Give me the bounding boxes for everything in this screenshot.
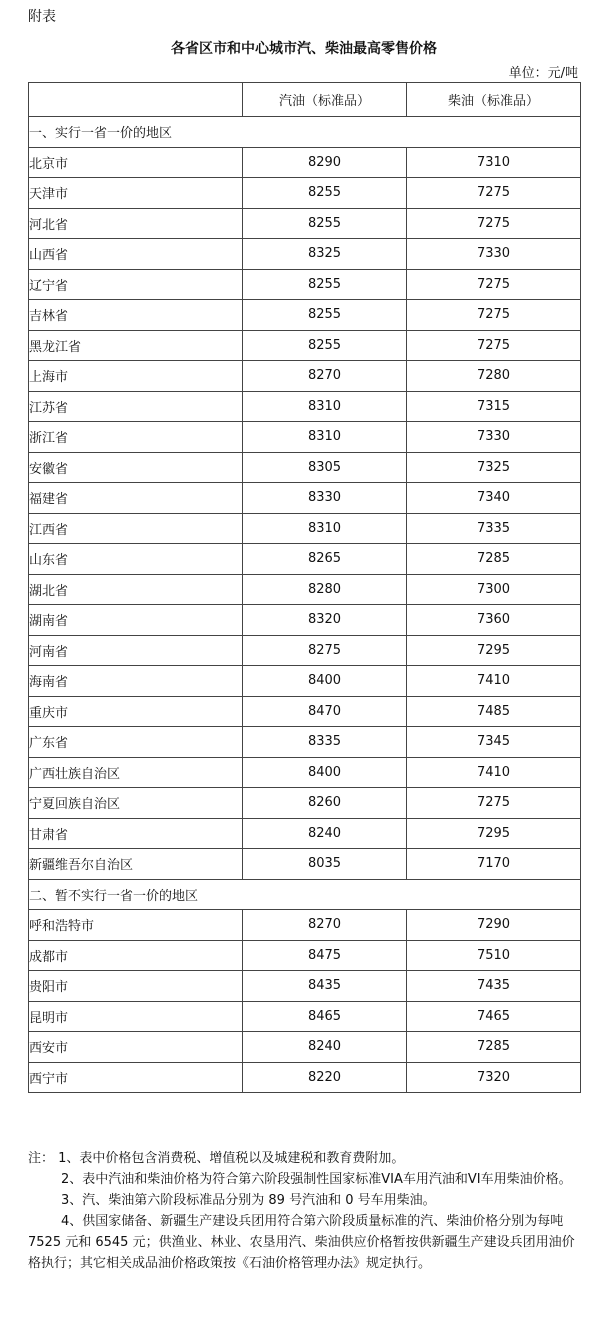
gasoline-price-cell: 8325: [243, 239, 407, 270]
diesel-price-cell: 7300: [407, 574, 581, 605]
section-row: [29, 117, 581, 148]
table-row: [29, 1001, 581, 1032]
region-cell: 新疆维吾尔自治区: [29, 849, 243, 880]
notes: [28, 1148, 583, 1274]
region-cell: 广东省: [29, 727, 243, 758]
note-2: 2、表中汽油和柴油价格为符合第六阶段强制性国家标准VIA车用汽油和VI车用柴油价格。: [61, 1172, 572, 1187]
gasoline-price-cell: 8310: [243, 422, 407, 453]
region-cell: 吉林省: [29, 300, 243, 331]
table-row: [29, 513, 581, 544]
table-row: [29, 391, 581, 422]
diesel-price-cell: 7435: [407, 971, 581, 1002]
diesel-price-cell: 7335: [407, 513, 581, 544]
diesel-price-cell: 7310: [407, 147, 581, 178]
gasoline-price-cell: 8270: [243, 361, 407, 392]
diesel-price-cell: 7170: [407, 849, 581, 880]
diesel-price-cell: 7275: [407, 300, 581, 331]
diesel-price-cell: 7285: [407, 544, 581, 575]
diesel-price-cell: 7330: [407, 239, 581, 270]
diesel-price-cell: 7285: [407, 1032, 581, 1063]
region-cell: 山东省: [29, 544, 243, 575]
table-row: [29, 422, 581, 453]
region-cell: 成都市: [29, 940, 243, 971]
gasoline-price-cell: 8280: [243, 574, 407, 605]
region-cell: 重庆市: [29, 696, 243, 727]
diesel-price-cell: 7510: [407, 940, 581, 971]
header-gasoline: 汽油（标准品）: [243, 83, 407, 117]
gasoline-price-cell: 8255: [243, 300, 407, 331]
diesel-price-cell: 7275: [407, 330, 581, 361]
diesel-price-cell: 7320: [407, 1062, 581, 1093]
table-row: [29, 147, 581, 178]
table-row: [29, 239, 581, 270]
region-cell: 西安市: [29, 1032, 243, 1063]
note-3: 3、汽、柴油第六阶段标准品分别为 89 号汽油和 0 号车用柴油。: [61, 1193, 436, 1208]
gasoline-price-cell: 8270: [243, 910, 407, 941]
table-header-row: [29, 83, 581, 117]
gasoline-price-cell: 8400: [243, 757, 407, 788]
diesel-price-cell: 7465: [407, 1001, 581, 1032]
table-row: [29, 452, 581, 483]
table-row: [29, 940, 581, 971]
table-row: [29, 849, 581, 880]
table-body: [29, 117, 581, 1093]
gasoline-price-cell: 8470: [243, 696, 407, 727]
gasoline-price-cell: 8255: [243, 178, 407, 209]
gasoline-price-cell: 8290: [243, 147, 407, 178]
table-row: [29, 483, 581, 514]
region-cell: 海南省: [29, 666, 243, 697]
diesel-price-cell: 7410: [407, 666, 581, 697]
table-row: [29, 330, 581, 361]
region-cell: 广西壮族自治区: [29, 757, 243, 788]
document-title: 各省区市和中心城市汽、柴油最高零售价格: [171, 41, 437, 57]
section-title: 一、实行一省一价的地区: [29, 117, 581, 148]
table-row: [29, 910, 581, 941]
diesel-price-cell: 7325: [407, 452, 581, 483]
diesel-price-cell: 7485: [407, 696, 581, 727]
section-title: 二、暂不实行一省一价的地区: [29, 879, 581, 910]
table-row: [29, 361, 581, 392]
gasoline-price-cell: 8255: [243, 330, 407, 361]
table-row: [29, 666, 581, 697]
gasoline-price-cell: 8265: [243, 544, 407, 575]
note-4: 4、供国家储备、新疆生产建设兵团用符合第六阶段质量标准的汽、柴油价格分别为每吨 7525 元和 6545 元；供渔业、林业、农垦用汽、柴油供应价格暂按供新疆生产建设兵团用油价格执行；其它相关成品油价格政策按《石油价格管理办法》规定执行。: [28, 1214, 575, 1271]
gasoline-price-cell: 8310: [243, 513, 407, 544]
diesel-price-cell: 7360: [407, 605, 581, 636]
region-cell: 辽宁省: [29, 269, 243, 300]
header-region: [29, 83, 243, 117]
region-cell: 宁夏回族自治区: [29, 788, 243, 819]
table-row: [29, 1062, 581, 1093]
table-row: [29, 696, 581, 727]
diesel-price-cell: 7290: [407, 910, 581, 941]
region-cell: 黑龙江省: [29, 330, 243, 361]
region-cell: 江西省: [29, 513, 243, 544]
header-diesel: 柴油（标准品）: [407, 83, 581, 117]
table-row: [29, 208, 581, 239]
diesel-price-cell: 7275: [407, 269, 581, 300]
region-cell: 甘肃省: [29, 818, 243, 849]
region-cell: 江苏省: [29, 391, 243, 422]
gasoline-price-cell: 8310: [243, 391, 407, 422]
table-row: [29, 1032, 581, 1063]
gasoline-price-cell: 8035: [243, 849, 407, 880]
table-row: [29, 971, 581, 1002]
region-cell: 贵阳市: [29, 971, 243, 1002]
appendix-label: 附表: [28, 9, 56, 25]
diesel-price-cell: 7295: [407, 818, 581, 849]
region-cell: 山西省: [29, 239, 243, 270]
region-cell: 西宁市: [29, 1062, 243, 1093]
gasoline-price-cell: 8305: [243, 452, 407, 483]
diesel-price-cell: 7275: [407, 178, 581, 209]
region-cell: 上海市: [29, 361, 243, 392]
diesel-price-cell: 7275: [407, 788, 581, 819]
table-row: [29, 635, 581, 666]
gasoline-price-cell: 8275: [243, 635, 407, 666]
diesel-price-cell: 7340: [407, 483, 581, 514]
section-row: [29, 879, 581, 910]
table-row: [29, 605, 581, 636]
region-cell: 河南省: [29, 635, 243, 666]
diesel-price-cell: 7315: [407, 391, 581, 422]
gasoline-price-cell: 8255: [243, 269, 407, 300]
unit-label: 单位：元/吨: [508, 66, 578, 81]
region-cell: 昆明市: [29, 1001, 243, 1032]
gasoline-price-cell: 8240: [243, 1032, 407, 1063]
table-row: [29, 269, 581, 300]
gasoline-price-cell: 8220: [243, 1062, 407, 1093]
gasoline-price-cell: 8465: [243, 1001, 407, 1032]
gasoline-price-cell: 8400: [243, 666, 407, 697]
gasoline-price-cell: 8320: [243, 605, 407, 636]
region-cell: 安徽省: [29, 452, 243, 483]
diesel-price-cell: 7295: [407, 635, 581, 666]
table-row: [29, 818, 581, 849]
table-row: [29, 574, 581, 605]
region-cell: 天津市: [29, 178, 243, 209]
table-row: [29, 178, 581, 209]
region-cell: 浙江省: [29, 422, 243, 453]
diesel-price-cell: 7345: [407, 727, 581, 758]
diesel-price-cell: 7280: [407, 361, 581, 392]
diesel-price-cell: 7410: [407, 757, 581, 788]
price-table: [28, 82, 581, 1093]
gasoline-price-cell: 8255: [243, 208, 407, 239]
table-row: [29, 544, 581, 575]
note-1: 注： 1、表中价格包含消费税、增值税以及城建税和教育费附加。: [28, 1151, 405, 1166]
table-row: [29, 300, 581, 331]
gasoline-price-cell: 8435: [243, 971, 407, 1002]
gasoline-price-cell: 8475: [243, 940, 407, 971]
table-row: [29, 757, 581, 788]
diesel-price-cell: 7330: [407, 422, 581, 453]
region-cell: 呼和浩特市: [29, 910, 243, 941]
gasoline-price-cell: 8330: [243, 483, 407, 514]
table-row: [29, 788, 581, 819]
diesel-price-cell: 7275: [407, 208, 581, 239]
region-cell: 湖南省: [29, 605, 243, 636]
gasoline-price-cell: 8240: [243, 818, 407, 849]
region-cell: 湖北省: [29, 574, 243, 605]
gasoline-price-cell: 8335: [243, 727, 407, 758]
region-cell: 河北省: [29, 208, 243, 239]
gasoline-price-cell: 8260: [243, 788, 407, 819]
region-cell: 福建省: [29, 483, 243, 514]
region-cell: 北京市: [29, 147, 243, 178]
table-row: [29, 727, 581, 758]
